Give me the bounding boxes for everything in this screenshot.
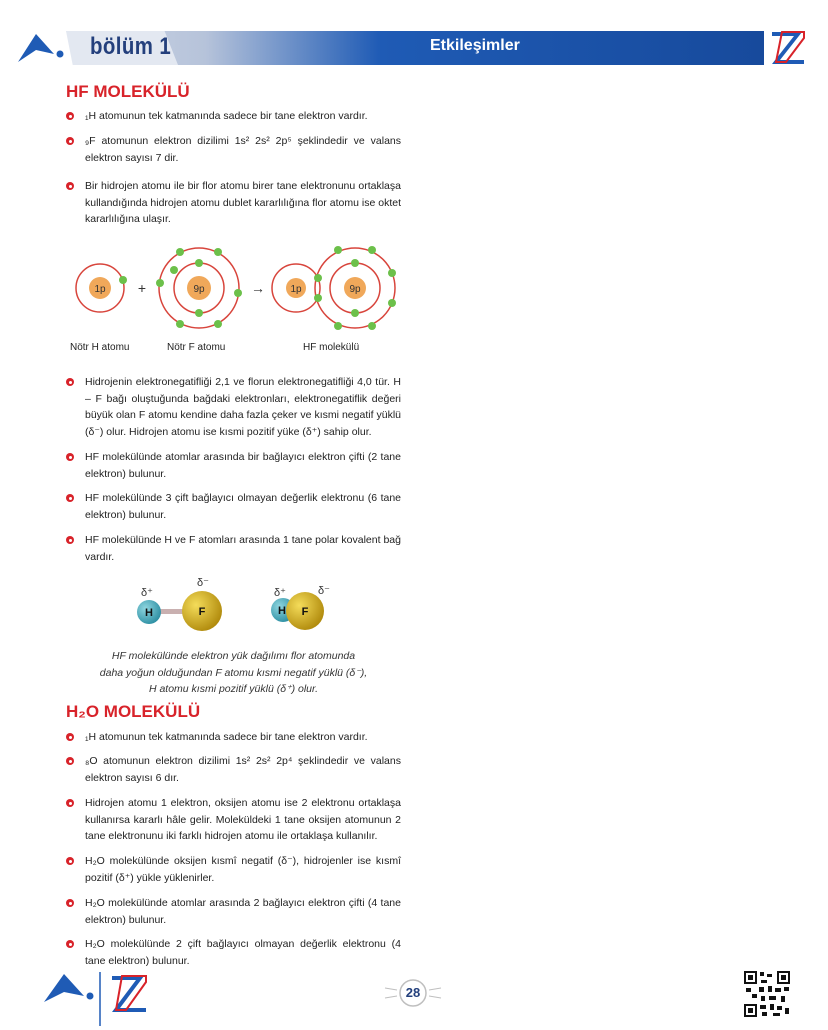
bullet-icon — [66, 182, 74, 190]
bullet-icon — [66, 757, 74, 765]
bullet-icon — [66, 112, 74, 120]
page-number-badge — [383, 976, 443, 1010]
brand-logo-icon — [768, 28, 808, 68]
list-item: H₂O molekülünde atomlar arasında 2 bağlayıcı elektron çifti (4 tane elektron) bulunur. — [66, 895, 401, 928]
list-item: H₂O molekülünde oksijen kısmî negatif (δ⁻), hidrojenler ise kısmî pozitif (δ⁺) yükle yüklenirler. — [66, 853, 401, 886]
svg-text:H: H — [145, 607, 153, 619]
bullet-icon — [66, 453, 74, 461]
svg-text:H: H — [278, 605, 286, 617]
bullet-icon — [66, 899, 74, 907]
label-neutral-h: Nötr H atomu — [70, 342, 130, 353]
hf-polarity-models — [125, 574, 345, 640]
svg-text:→: → — [251, 280, 265, 296]
page-number: 28 — [405, 985, 421, 1000]
bullet-icon — [66, 536, 74, 544]
list-item: Hidrojen atomu 1 elektron, oksijen atomu ise 2 elektronu ortaklaşa kullanırsa kararlı hâle gelir. Moleküldeki 1 tane oksijen atomunun 2 tane elektronunu iki farklı hidrojen atomu ile ortaklaşa kullanılır. — [66, 795, 401, 845]
svg-text:9p: 9p — [349, 284, 361, 295]
list-item: HF molekülünde H ve F atomları arasında 1 tane polar kovalent bağ vardır. — [66, 532, 401, 565]
footer-logo — [40, 968, 160, 1028]
hf-section-title: HF MOLEKÜLÜ — [66, 82, 190, 101]
svg-text:δ⁻: δ⁻ — [197, 577, 209, 589]
svg-text:1p: 1p — [290, 284, 302, 295]
bullet-icon — [66, 799, 74, 807]
qr-code-icon[interactable] — [743, 970, 791, 1018]
svg-text:+: + — [137, 280, 147, 296]
list-item: Bir hidrojen atomu ile bir flor atomu birer tane elektronunu ortaklaşa kullandığında hidrojen atomu dublet kararlılığına flor atomu ise oktet kararlılığına ulaşır. — [66, 178, 401, 228]
svg-text:F: F — [301, 606, 309, 618]
bullet-icon — [66, 733, 74, 741]
bullet-icon — [66, 940, 74, 948]
hf-model-caption: HF molekülünde elektron yük dağılımı flor atomunda daha yoğun olduğundan F atomu kısmi negatif yüklü (δ⁻), H atomu kısmi pozitif yüklü (δ⁺) olur. — [99, 650, 368, 695]
list-item: Hidrojenin elektronegatifliği 2,1 ve florun elektronegatifliği 4,0 tür. H – F bağı oluştuğunda bağdaki elektronları, elektronegatiflik değeri büyük olan F atomu kendine daha fazla çeker ve kısmi negatif yüklü (δ⁻) olur. Hidrojen atomu ise kısmi pozitif yüke (δ⁺) sahip olur. — [66, 374, 401, 440]
svg-text:9p: 9p — [193, 284, 205, 295]
list-item: ₈O atomunun elektron dizilimi 1s² 2s² 2p⁴ şeklindedir ve valans elektron sayısı 6 dır. — [66, 753, 401, 786]
h2o-section-title: H₂O MOLEKÜLÜ — [66, 702, 201, 721]
label-hf-molecule: HF molekülü — [303, 342, 360, 353]
list-item: HF molekülünde 3 çift bağlayıcı olmayan değerlik elektronu (6 tane elektron) bulunur. — [66, 490, 401, 523]
svg-text:δ⁺: δ⁺ — [141, 587, 153, 599]
label-neutral-f: Nötr F atomu — [167, 342, 226, 353]
list-item: H₂O molekülünde 2 çift bağlayıcı olmayan değerlik elektronu (4 tane elektron) bulunur. — [66, 936, 401, 969]
bullet-icon — [66, 137, 74, 145]
bullet-icon — [66, 494, 74, 502]
chapter-title: bölüm 1 — [90, 33, 172, 60]
list-item: ₁H atomunun tek katmanında sadece bir tane elektron vardır. — [66, 108, 401, 125]
list-item: ₁H atomunun tek katmanında sadece bir tane elektron vardır. — [66, 729, 401, 746]
svg-text:δ⁺: δ⁺ — [274, 587, 286, 599]
bullet-icon — [66, 378, 74, 386]
svg-text:1p: 1p — [94, 284, 106, 295]
bullet-icon — [66, 857, 74, 865]
list-item: HF molekülünde atomlar arasında bir bağlayıcı elektron çifti (2 tane elektron) bulunur. — [66, 449, 401, 482]
list-item: ₉F atomunun elektron dizilimi 1s² 2s² 2p⁵ şeklindedir ve valans elektron sayısı 7 dir. — [66, 133, 401, 166]
brand-arrow-icon — [14, 28, 64, 68]
svg-text:δ⁻: δ⁻ — [318, 585, 330, 597]
hf-bond-diagram — [62, 240, 407, 340]
svg-text:F: F — [198, 606, 206, 618]
topic-title: Etkileşimler — [430, 37, 520, 54]
